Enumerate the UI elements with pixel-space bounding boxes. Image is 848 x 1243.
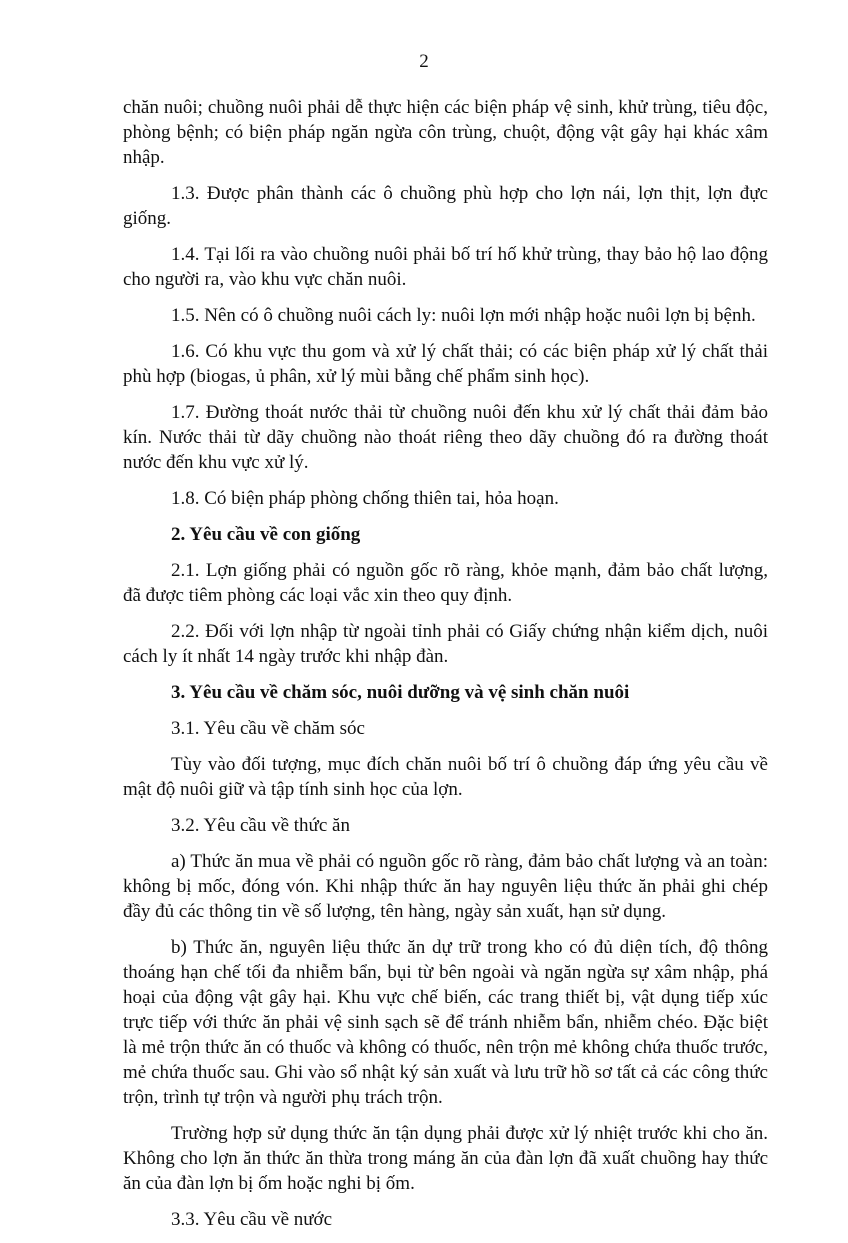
section-heading-2: 2. Yêu cầu về con giống (171, 524, 361, 545)
paragraph-1-5: 1.5. Nên có ô chuồng nuôi cách ly: nuôi lợn mới nhập hoặc nuôi lợn bị bệnh. (171, 305, 756, 326)
paragraph-1-4: 1.4. Tại lối ra vào chuồng nuôi phải bố trí hố khử trùng, thay bảo hộ lao động cho người ra, vào khu vực chăn nuôi. (123, 244, 768, 290)
paragraph-3-2-a: a) Thức ăn mua về phải có nguồn gốc rõ ràng, đảm bảo chất lượng và an toàn: không bị mốc, đóng vón. Khi nhập thức ăn hay nguyên liệu thức ăn phải ghi chép đầy đủ các thông tin về số lượng, tên hàng, ngày sản xuất, hạn sử dụng. (123, 851, 768, 922)
paragraph-3-1-body: Tùy vào đối tượng, mục đích chăn nuôi bố trí ô chuồng đáp ứng yêu cầu về mật độ nuôi giữ và tập tính sinh học của lợn. (123, 754, 768, 800)
subheading-3-2: 3.2. Yêu cầu về thức ăn (171, 815, 350, 836)
paragraph-2-2: 2.2. Đối với lợn nhập từ ngoài tỉnh phải có Giấy chứng nhận kiểm dịch, nuôi cách ly ít nhất 14 ngày trước khi nhập đàn. (123, 621, 768, 667)
paragraph-2-1: 2.1. Lợn giống phải có nguồn gốc rõ ràng, khỏe mạnh, đảm bảo chất lượng, đã được tiêm phòng các loại vắc xin theo quy định. (123, 560, 768, 606)
paragraph-1-7: 1.7. Đường thoát nước thải từ chuồng nuôi đến khu xử lý chất thải đảm bảo kín. Nước thải từ dãy chuồng nào thoát riêng theo dãy chuồng đó ra đường thoát nước đến khu vực xử lý. (123, 402, 768, 473)
document-body (123, 95, 768, 1243)
paragraph-3-2-leftover-feed: Trường hợp sử dụng thức ăn tận dụng phải được xử lý nhiệt trước khi cho ăn. Không cho lợn ăn thức ăn thừa trong máng ăn của đàn lợn đã xuất chuồng hay thức ăn của đàn lợn bị ốm hoặc nghi bị ốm. (123, 1123, 768, 1194)
paragraph-1-6: 1.6. Có khu vực thu gom và xử lý chất thải; có các biện pháp xử lý chất thải phù hợp (biogas, ủ phân, xử lý mùi bằng chế phẩm sinh học). (123, 341, 768, 387)
section-heading-3: 3. Yêu cầu về chăm sóc, nuôi dưỡng và vệ sinh chăn nuôi (171, 682, 630, 703)
paragraph-continued: chăn nuôi; chuồng nuôi phải dễ thực hiện các biện pháp vệ sinh, khử trùng, tiêu độc, phòng bệnh; có biện pháp ngăn ngừa côn trùng, chuột, động vật gây hại khác xâm nhập. (123, 97, 768, 168)
paragraph-1-8: 1.8. Có biện pháp phòng chống thiên tai, hỏa hoạn. (171, 488, 559, 509)
paragraph-1-3: 1.3. Được phân thành các ô chuồng phù hợp cho lợn nái, lợn thịt, lợn đực giống. (123, 183, 768, 229)
paragraph-3-2-b: b) Thức ăn, nguyên liệu thức ăn dự trữ trong kho có đủ diện tích, độ thông thoáng hạn chế tối đa nhiễm bẩn, bụi từ bên ngoài và ngăn ngừa sự xâm nhập, phá hoại của động vật gây hại. Khu vực chế biến, các trang thiết bị, vật dụng tiếp xúc trực tiếp với thức ăn phải vệ sinh sạch sẽ để tránh nhiễm bẩn, nhiễm chéo. Đặc biệt là mẻ trộn thức ăn có thuốc và không có thuốc, nên trộn mẻ không chứa thuốc trước, mẻ chứa thuốc sau. Ghi vào sổ nhật ký sản xuất và lưu trữ hồ sơ tất cả các công thức trộn, trình tự trộn và người phụ trách trộn. (123, 937, 768, 1108)
page-number: 2 (419, 51, 429, 72)
subheading-3-1: 3.1. Yêu cầu về chăm sóc (171, 718, 365, 739)
subheading-3-3: 3.3. Yêu cầu về nước (171, 1209, 333, 1230)
